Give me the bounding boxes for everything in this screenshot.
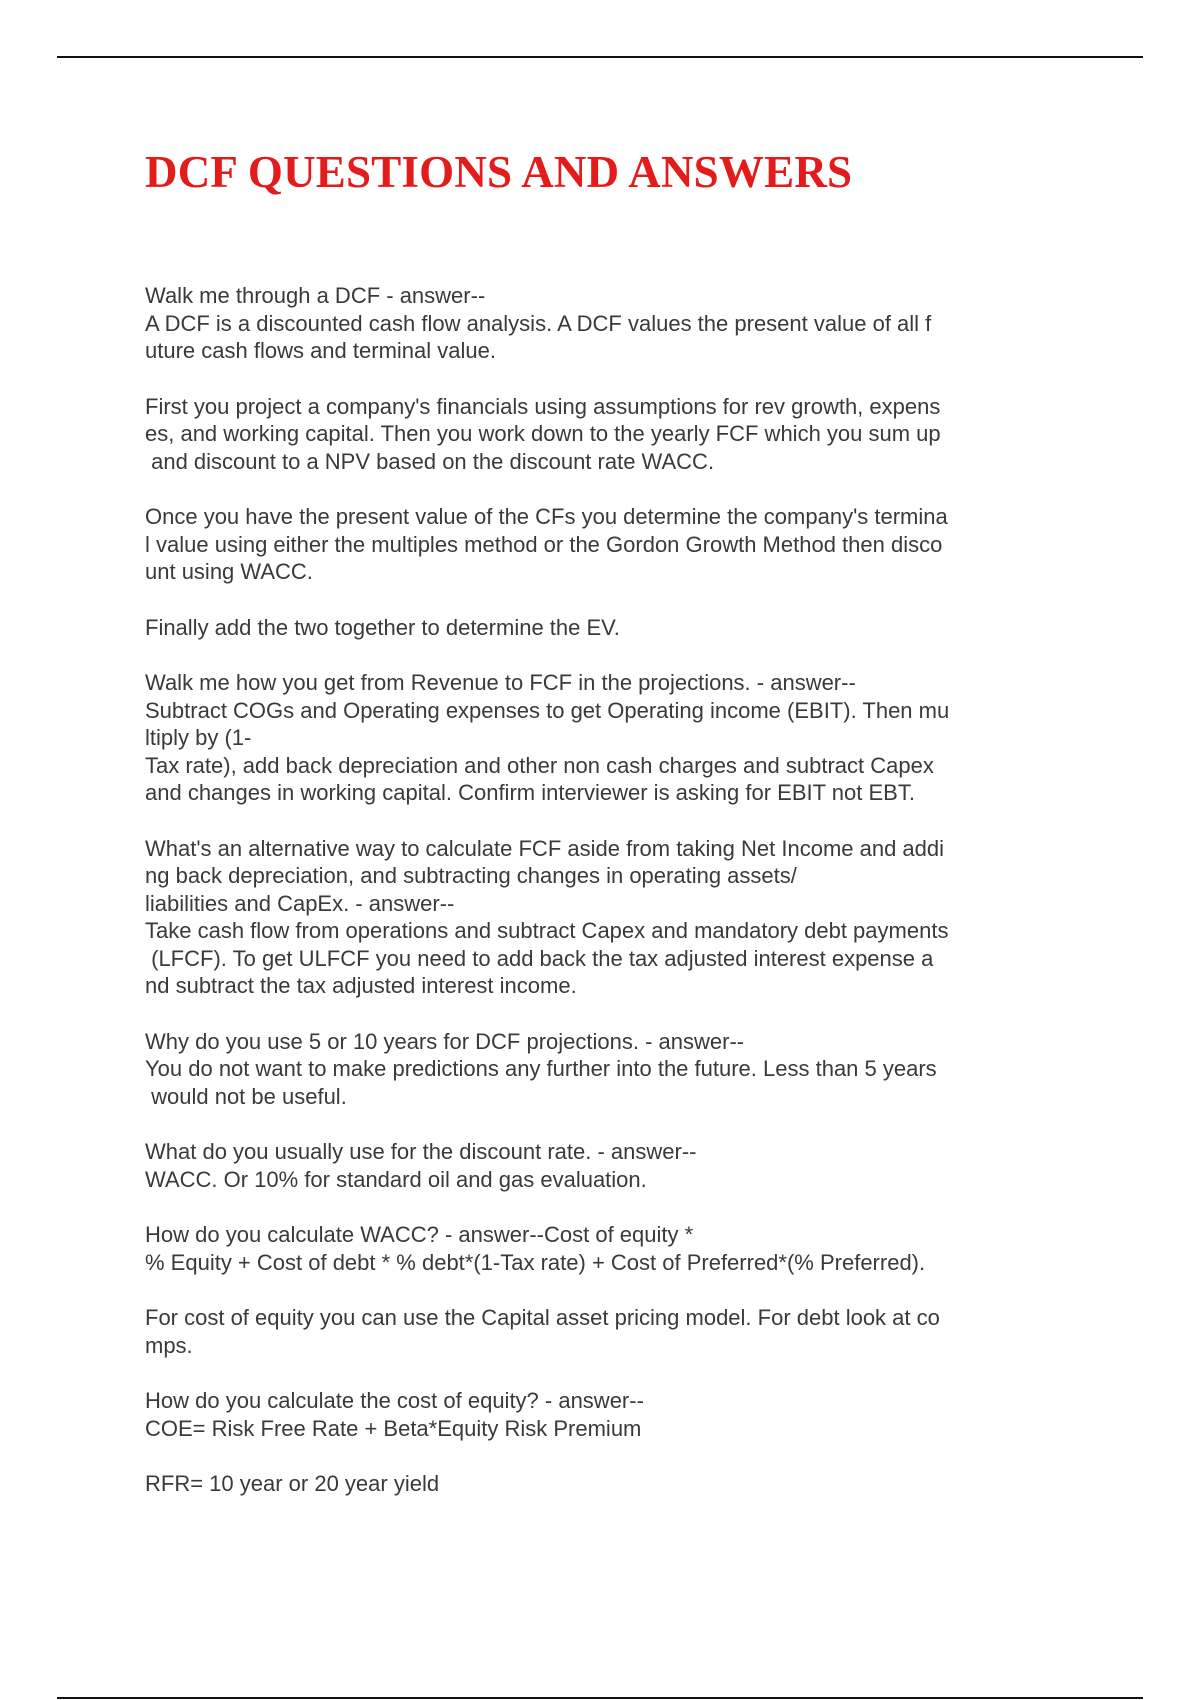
paragraph-line: Walk me through a DCF - answer-- <box>145 283 486 308</box>
qa-paragraph <box>145 669 1065 807</box>
qa-paragraph <box>145 1304 1065 1359</box>
qa-paragraph <box>145 282 1065 365</box>
qa-paragraph <box>145 1221 1065 1276</box>
qa-paragraph <box>145 1028 1065 1111</box>
top-divider <box>57 56 1143 58</box>
paragraph-line: A DCF is a discounted cash flow analysis. A DCF values the present value of all f <box>145 310 932 336</box>
paragraph-line: COE= Risk Free Rate + Beta*Equity Risk Premium <box>145 1415 642 1441</box>
paragraph-line: First you project a company's financials using assumptions for rev growth, expens <box>145 393 941 419</box>
paragraph-line: mps. <box>145 1332 193 1358</box>
document-title: DCF QUESTIONS AND ANSWERS <box>145 147 853 197</box>
qa-paragraph <box>145 1387 1065 1442</box>
paragraph-line: How do you calculate WACC? - answer--Cost of equity * <box>145 1222 694 1247</box>
qa-paragraph <box>145 503 1065 586</box>
paragraph-line: For cost of equity you can use the Capital asset pricing model. For debt look at co <box>145 1305 940 1330</box>
qa-paragraph <box>145 1470 1065 1498</box>
qa-paragraph <box>145 835 1065 1000</box>
document-body <box>145 282 1065 1526</box>
paragraph-line: You do not want to make predictions any further into the future. Less than 5 years <box>145 1056 937 1081</box>
paragraph-line: (LFCF). To get ULFCF you need to add back the tax adjusted interest expense a <box>145 945 934 971</box>
paragraph-line: would not be useful. <box>145 1083 347 1109</box>
paragraph-line: Walk me how you get from Revenue to FCF in the projections. - answer-- <box>145 670 856 695</box>
paragraph-line: Subtract COGs and Operating expenses to get Operating income (EBIT). Then mu <box>145 697 950 723</box>
paragraph-line: What's an alternative way to calculate FCF aside from taking Net Income and addi <box>145 835 945 861</box>
qa-paragraph <box>145 393 1065 476</box>
paragraph-line: RFR= 10 year or 20 year yield <box>145 1471 440 1496</box>
paragraph-line: l value using either the multiples method or the Gordon Growth Method then disco <box>145 531 943 557</box>
bottom-divider <box>57 1697 1143 1699</box>
paragraph-line: Why do you use 5 or 10 years for DCF projections. - answer-- <box>145 1028 745 1054</box>
paragraph-line: ng back depreciation, and subtracting changes in operating assets/ <box>145 863 797 888</box>
paragraph-line: ltiply by (1- <box>145 725 252 750</box>
paragraph-line: and changes in working capital. Confirm interviewer is asking for EBIT not EBT. <box>145 780 915 805</box>
paragraph-line: Tax rate), add back depreciation and other non cash charges and subtract Capex <box>145 752 934 778</box>
paragraph-line: nd subtract the tax adjusted interest income. <box>145 973 577 998</box>
paragraph-line: Take cash flow from operations and subtract Capex and mandatory debt payments <box>145 918 949 943</box>
qa-paragraph <box>145 614 1065 642</box>
paragraph-line: % Equity + Cost of debt * % debt*(1-Tax rate) + Cost of Preferred*(% Preferred). <box>145 1249 926 1275</box>
qa-paragraph <box>145 1138 1065 1193</box>
paragraph-line: liabilities and CapEx. - answer-- <box>145 890 455 916</box>
paragraph-line: How do you calculate the cost of equity? - answer-- <box>145 1388 644 1413</box>
paragraph-line: Finally add the two together to determine the EV. <box>145 614 620 640</box>
paragraph-line: What do you usually use for the discount rate. - answer-- <box>145 1139 697 1164</box>
paragraph-line: es, and working capital. Then you work down to the yearly FCF which you sum up <box>145 421 941 446</box>
paragraph-line: Once you have the present value of the CFs you determine the company's termina <box>145 504 948 529</box>
paragraph-line: and discount to a NPV based on the discount rate WACC. <box>145 448 715 474</box>
paragraph-line: WACC. Or 10% for standard oil and gas evaluation. <box>145 1166 647 1192</box>
paragraph-line: unt using WACC. <box>145 559 313 584</box>
paragraph-line: uture cash flows and terminal value. <box>145 338 496 363</box>
